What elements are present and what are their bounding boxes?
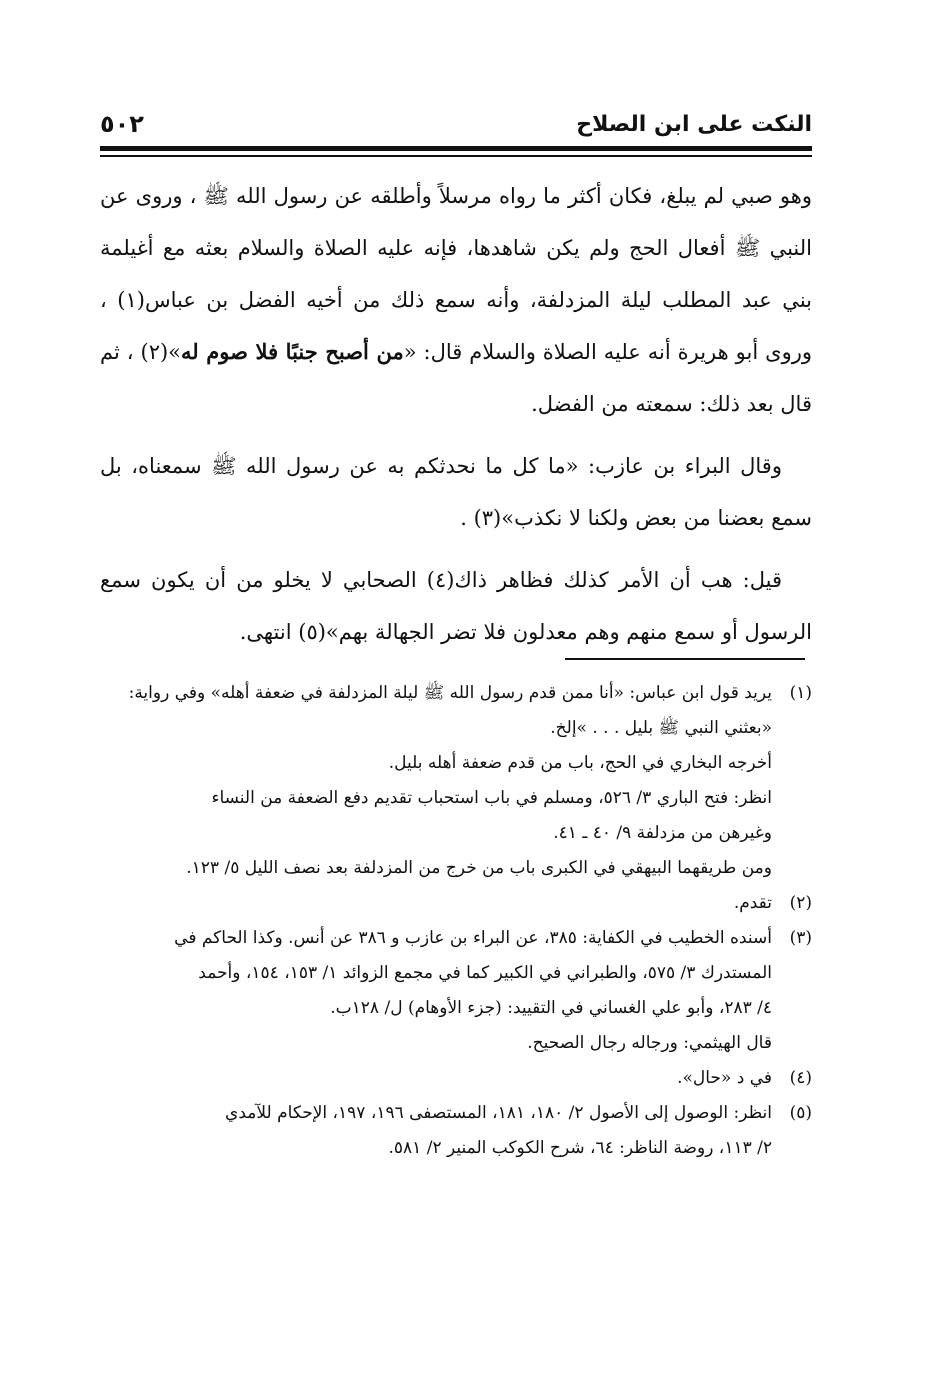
footnote-text <box>100 676 772 886</box>
footnote-line: ٤/ ٢٨٣، وأبو علي الغساني في التقييد: (جزء الأوهام) ل/ ١٢٨ب. <box>330 998 772 1018</box>
footnote-line: ومن طريقهما البيهقي في الكبرى باب من خرج من المزدلفة بعد نصف الليل ٥/ ١٢٣. <box>186 858 772 878</box>
footnote-line: أخرجه البخاري في الحج، باب من قدم ضعفة أهله بليل. <box>388 753 772 773</box>
footnote-3 <box>100 921 812 1061</box>
footnote-text <box>100 1096 772 1166</box>
footnote-number: (٥) <box>789 1103 812 1123</box>
footnote-line: انظر: الوصول إلى الأصول ٢/ ١٨٠، ١٨١، المستصفى ١٩٦، ١٩٧، الإحكام للآمدي <box>225 1103 772 1123</box>
footnote-line: تقدم. <box>733 893 772 913</box>
hadith-quote: من أصبح جنبًا فلا صوم له <box>181 339 404 364</box>
footnote-line: «بعثني النبي ﷺ بليل . . . »إلخ. <box>550 718 772 738</box>
footnote-line: في د «حال». <box>677 1068 772 1088</box>
paragraph-1-line-4-end: »(٢) ، <box>126 340 182 364</box>
header-rule-thin <box>100 155 812 157</box>
footnotes <box>100 676 812 1166</box>
paragraph-1 <box>100 170 812 430</box>
paragraph-1-line-2: عن النبي ﷺ أفعال الحج ولم يكن شاهدها، فإنه عليه الصلاة والسلام بعثه مع <box>100 184 812 260</box>
footnote-number: (١) <box>789 683 812 703</box>
paragraph-3: قيل: هب أن الأمر كذلك فظاهر ذاك(٤) الصحابي لا يخلو من أن يكون سمع الرسول أو سمع منهم وهم معدلون فلا تضر الجهالة بهم»(٥) انتهى. <box>100 568 812 644</box>
footnote-text <box>100 1061 772 1096</box>
footnote-line: انظر: فتح الباري ٣/ ٥٢٦، ومسلم في باب استحباب تقديم دفع الضعفة من النساء <box>211 788 772 808</box>
paragraph-2: وقال البراء بن عازب: «ما كل ما نحدثكم به عن رسول الله ﷺ سمعناه، بل سمع بعضنا من بعض ولكنا لا نكذب»(٣) . <box>100 454 812 530</box>
running-title: النكت على ابن الصلاح <box>576 112 812 137</box>
page-number: ٥٠٢ <box>100 110 144 138</box>
footnote-text <box>100 921 772 1061</box>
footnote-1 <box>100 676 812 886</box>
footnote-text <box>100 886 772 921</box>
page-header <box>100 108 812 142</box>
footnote-number: (٢) <box>789 893 812 913</box>
footnote-separator <box>565 658 805 660</box>
paragraph-1-line-1: وهو صبي لم يبلغ، فكان أكثر ما رواه مرسلاً وأطلقه عن رسول الله ﷺ ، وروى <box>135 184 812 208</box>
paragraph-1-line-5: ثم قال بعد ذلك: سمعته من الفضل. <box>100 340 812 416</box>
footnote-line: أسنده الخطيب في الكفاية: ٣٨٥، عن البراء بن عازب و ٣٨٦ عن أنس. وكذا الحاكم في <box>174 928 772 948</box>
footnote-5 <box>100 1096 812 1166</box>
footnote-number: (٣) <box>789 928 812 948</box>
footnote-line: وغيرهن من مزدلفة ٩/ ٤٠ ـ ٤١. <box>553 823 772 843</box>
footnote-line: قال الهيثمي: ورجاله رجال الصحيح. <box>527 1033 772 1053</box>
footnote-line: المستدرك ٣/ ٥٧٥، والطبراني في الكبير كما في مجمع الزوائد ١/ ١٥٣، ١٥٤، وأحمد <box>198 963 772 983</box>
header-rule-thick <box>100 146 812 151</box>
footnote-line: يريد قول ابن عباس: «أنا ممن قدم رسول الله ﷺ ليلة المزدلفة في ضعفة أهله» وفي رواية: <box>128 683 772 703</box>
footnote-line: ٢/ ١١٣، روضة الناظر: ٦٤، شرح الكوكب المنير ٢/ ٥٨١. <box>388 1138 772 1158</box>
main-text <box>100 170 812 668</box>
footnote-2 <box>100 886 812 921</box>
footnote-4 <box>100 1061 812 1096</box>
paragraph-1-line-3: أغيلمة بني عبد المطلب ليلة المزدلفة، وأنه سمع ذلك من أخيه الفضل بن عباس(١) ، <box>100 236 812 312</box>
paragraph-1-line-4-start: وروى أبو هريرة أنه عليه الصلاة والسلام قال: « <box>403 340 812 364</box>
footnote-number: (٤) <box>789 1068 812 1088</box>
